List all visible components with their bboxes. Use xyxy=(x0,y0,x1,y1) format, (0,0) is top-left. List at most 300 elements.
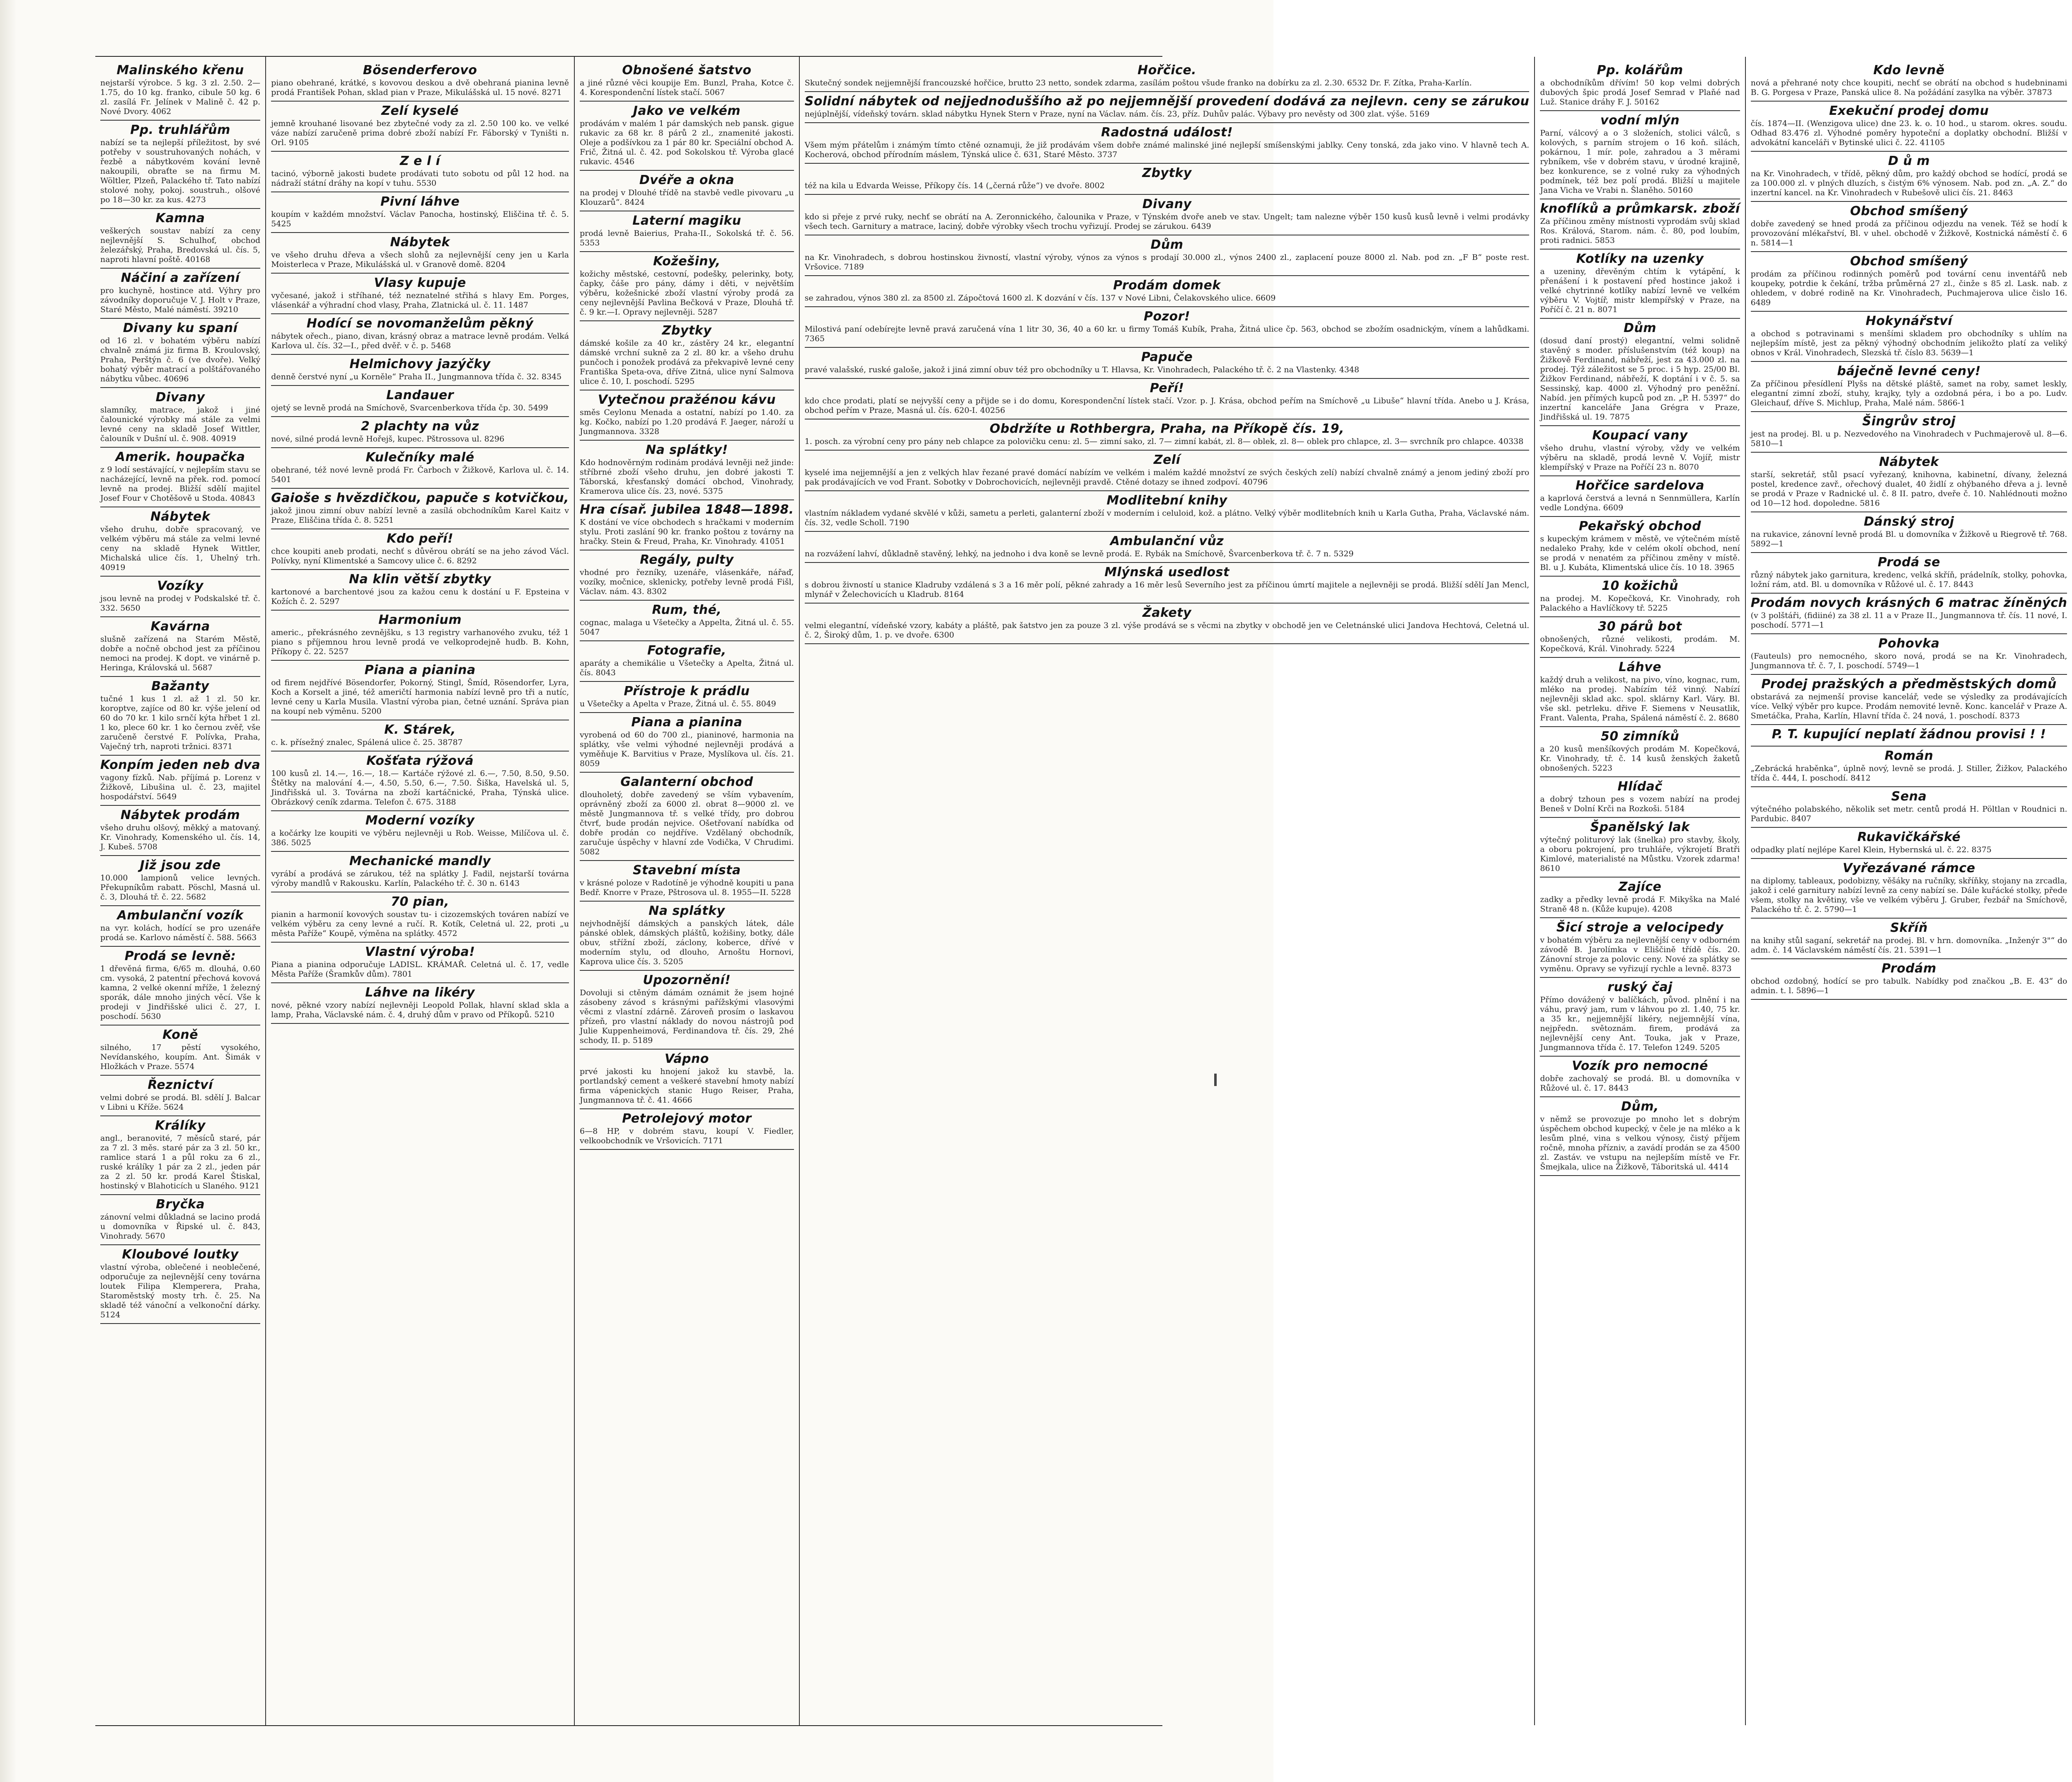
ad-body: „Zebrácká hraběnka“, úplně nový, levně se prodá. J. Stiller, Žižkov, Palackého třída č. 444, I. poschodí. 8412 xyxy=(1750,764,2067,783)
ad-headline: Prodá se xyxy=(1878,555,1940,570)
classified-ad xyxy=(271,811,569,852)
classified-ad xyxy=(271,892,569,943)
ad-headline: Román xyxy=(1884,749,1934,763)
ad-body: vagony fízků. Nab. příjímá p. Lorenz v Žižkově, Libušina ul. č. 23, majitel hospodářství. 5649 xyxy=(100,773,261,801)
classified-ad xyxy=(100,269,260,319)
ad-body: dobře zavedený se hned prodá za příčinou odjezdu na venek. Též se hodí k provozování mlékařství, Bl. v uhel. obchodě v Žižkově, Kostnická náměstí č. 6 n. 5814—1 xyxy=(1750,219,2067,247)
classified-ad xyxy=(1540,577,1740,617)
classified-ad xyxy=(805,92,1530,123)
ad-headline: Vlasy kupuje xyxy=(374,276,466,290)
ad-body: dobře zachovalý se prodá. Bl. u domovníka v Růžové ul. č. 17. 8443 xyxy=(1540,1074,1740,1093)
ad-headline: Bažanty xyxy=(151,679,209,693)
ad-column-3 xyxy=(575,57,800,1725)
classified-ad xyxy=(100,121,260,209)
ad-body: nabízí se ta nejlepší příležitost, by své potřeby v soustruhovaných nohách, v řezbě a nábytkovém kování levně nakoupili, obraťte se na firmu M. Wöltler, Plzeň, Palackého tř. Tato nabízí stolové nohy, pokoj. soustruh., olšové po 18—30 kr. za kus. 4273 xyxy=(100,138,261,204)
classified-ad xyxy=(580,861,794,902)
ad-body: na Kr. Vinohradech, s dobrou hostinskou živností, vlastní výroby, výnos za výnos s prodají 30.000 zl., výnos 2400 zl., zaplacení pouze 8000 zl. Nab. pod zn. „F B“ poste rest. Vršovice. 7189 xyxy=(804,253,1530,272)
ad-headline: Prodám xyxy=(1881,961,1936,976)
ad-headline: Hokynářství xyxy=(1865,314,1953,328)
classified-ad xyxy=(100,1245,260,1324)
classified-ad xyxy=(805,451,1530,491)
ad-body: ve všeho druhu dřeva a všech slohů za nejlevnější ceny jen u Karla Moisterleca v Praze, Mikulášská ul. v Granově domě. 8204 xyxy=(271,250,569,269)
ad-body: angl., beranovité, 7 měsíců staré, pár za 7 zl. 3 měs. staré pár za 3 zl. 50 kr., ramlice stará 1 a půl roku za 6 zl., ruské králíky 1 pár za 2 zl., jeden pár za 2 zl. 50 kr. prodá Karel Štiskal, hostinský v Blahoticích u Slaného. 9121 xyxy=(100,1134,261,1190)
classified-ad xyxy=(1751,675,2067,725)
ad-body: Parní, válcový a o 3 složeních, stolici válců, s kolových, s parním strojem o 16 koň. silách, pokárnou, 1 mír. pole, zahradou a 3 měrami rybníkem, vše v dobrém stavu, v úrodné krajině, bez konkurence, se z volné ruky za výhodných podmínek, též bez polí prodá. Bližší u majitele Jana Vicha ve Vrabi n. Šlaněho. 50160 xyxy=(1540,128,1740,195)
ad-body: prvé jakosti ku hnojení jakož ku stavbě, la. portlandský cement a veškeré stavební hmoty nabízí firma vápenických stanic Hugo Reiser, Praha, Jungmannova tř. č. 41. 4666 xyxy=(579,1067,794,1105)
ad-headline: Radostná událost! xyxy=(1101,125,1233,140)
ad-body: nejvhodnější dámských a panských látek, dále pánské oblek, dámských pláštů, kožišiny, botky, dále obuv, střížní zboží, záclony, koberce, dřívé v moderním stylu, od dlouho, Arnoštu Hornovi, Kaprova ulice čís. 3. 5205 xyxy=(579,919,794,966)
ad-body: Dovoluji si ctěným dámám oznámit že jsem hojné zásobeny závod s krásnými pařížskými vlasovými věcmi z vlastní zdárně. Zároveň prosím o laskavou přízeň, pro vlastní náklady do novou nástrojů pod Julie Kuppenheimová, Ferdinandova tř. čís. 29, 2hé schody, II. p. 5189 xyxy=(579,988,794,1045)
classified-ad xyxy=(580,1050,794,1109)
ad-body: 100 kusů zl. 14.—, 16.—, 18.— Kartáče rýžové zl. 6.—, 7.50, 8.50, 9.50. Štětky na malování 4.—, 4.50, 5.50, 6.—, 7.50. Šiška, Havelská ul. 5, Jindřišská ul. 3. Továrna na zboží kartáčnické, Praha, Týnská ulice. Obrázkový ceník zdarma. Telefon č. 675. 3188 xyxy=(271,769,569,807)
classified-ad xyxy=(271,661,569,720)
ad-body: pro kuchyně, hostince atd. Výhry pro závodníky doporučuje V. J. Holt v Praze, Staré Město, Malé náměstí. 39210 xyxy=(100,286,261,314)
ad-body: v bohatém výběru za nejlevnější ceny v odborném závodě B. Jarolímka v Eliščině třídě čís. 20. Zánovní stroje za polovic ceny. Nové za splátky se vyměnu. Opravy se vyřizují rychle a levně. 8373 xyxy=(1540,936,1740,973)
classified-ad xyxy=(805,307,1530,348)
ad-body: všeho druhu, dobře spracovaný, ve velkém výběru má stále za velmi levné ceny na skladě Hynek Wittler, Michalská ulice čís. 1, Uhelný trh. 40919 xyxy=(100,525,261,572)
classified-ad xyxy=(580,641,794,682)
classified-ad xyxy=(1540,61,1740,111)
ad-headline: Divany xyxy=(1142,197,1192,211)
ad-headline: Kotlíky na uzenky xyxy=(1576,252,1704,266)
classified-ad xyxy=(100,756,260,806)
ad-headline: Konpím jeden neb dva xyxy=(100,758,261,772)
ad-body: dámské košile za 40 kr., zástěry 24 kr., elegantní dámské vrchní sukně za 2 zl. 80 kr. a všeho druhu punčoch i ponožek prodává za překvapivě levné ceny Františka Speta-ova, dříve Zitná, ulice nyní Salmova ulice č. 10, I. poschodí. 5295 xyxy=(579,339,794,386)
ad-headline: Regály, pulty xyxy=(640,553,734,567)
ad-body: prodávám v malém 1 pár damských neb pansk. gigue rukavic za 68 kr. 8 párů 2 zl., znamenité jakosti. Oleje a podšívkou za 1 pár 80 kr. Speciální obchod A. Frič, Žitná ul. č. 42. pod Sokolskou tř. Výroba glacé rukavic. 4546 xyxy=(579,119,794,166)
classified-ad xyxy=(100,209,260,269)
ad-headline: Ambulanční vůz xyxy=(1110,534,1224,548)
ad-body: kartonové a barchentové jsou za kažou cenu k dostání u F. Epsteina v Kožích č. 2. 5297 xyxy=(271,587,569,606)
ad-body: 6—8 HP, v dobrém stavu, koupí V. Fiedler, velkoobchodník ve Vršovicích. 7171 xyxy=(579,1127,794,1145)
ad-body: starší, sekretář, stůl psací vyřezaný, knihovna, kabinetní, dívany, železná postel, kredence zavř., ořechový dualet, 40 židlí z ohýbaného dřeva a j. levně se prodá v Praze v Radnické ul. č. 8 II. patro, dveře č. 10. Nahlédnouti možno od 10—12 hod. dopoledne. 5816 xyxy=(1750,470,2067,508)
ad-headline: Nábytek prodám xyxy=(120,808,240,822)
ad-headline: Na klin větší zbytky xyxy=(349,572,491,587)
ad-body: na rozvážení lahví, důkladně stavěný, lehký, na jednoho i dva koně se levně prodá. E. Rybák na Smíchově, Švarcenberkova tř. č. 7 n. 5329 xyxy=(804,549,1354,558)
classified-ad xyxy=(580,61,794,102)
ad-body: dlouholetý, dobře zavedený se vším vybavením, oprávněný zboží za 6000 zl. obrat 8—9000 zl. ve městě Jungmannova tř. s velké třídy, pro dobrou čtvrť, bude prodán nejvice. Ošetřovaní nabídka od dobře prodán co nejdříve. Vzdělaný obchodník, zaručuje úspěchy v hlavní zde Vodička, V Chrudimi. 5082 xyxy=(579,790,794,856)
classified-ad xyxy=(1540,777,1740,818)
classified-ad xyxy=(100,577,260,617)
ad-headline: Šingrův stroj xyxy=(1862,414,1956,429)
classified-ad xyxy=(100,61,260,121)
classified-ad xyxy=(1540,319,1740,426)
classified-ad xyxy=(271,417,569,448)
ad-headline: Amerik. houpačka xyxy=(115,450,245,464)
ad-body: u Všetečky a Apelta v Praze, Žitná ul. č. 55. 8049 xyxy=(579,699,776,708)
ad-body: a obchodníkům dřívím! 50 kop velmi dobrých dubových špic prodá Josef Semrad v Plaňé nad Luž. Stanice dráhy F. J. 50162 xyxy=(1540,78,1740,107)
classified-ad xyxy=(1540,476,1740,517)
ad-headline: Harmonium xyxy=(378,613,462,627)
ad-body: Všem mým přátelům i známým tímto ctěné oznamuji, že již prodávám všem dobře známé malinské jiné nejlepší smíšenskými jablky. Ceny tonská, zda jako vino. V hlavně tech A. Kocherová, obchod přírodním máslem, Týnská ulice č. 631, Staré Město. 3737 xyxy=(804,141,1530,159)
ad-headline: Zbytky xyxy=(662,323,712,338)
ad-headline: Mlýnská usedlost xyxy=(1104,565,1230,579)
ad-body: vyrobená od 60 do 700 zl., pianinové, harmonia na splátky, vše velmi výhodné nejlevněji prodává a vyměňuje K. Barvitius v Praze, Myslíkova ul. čís. 21. 8059 xyxy=(579,730,794,768)
ad-body: chce koupiti aneb prodati, nechť s důvěrou obrátí se na jeho závod Václ. Polívky, nyní Klimentské a Samcovy ulice č. 6. 8292 xyxy=(271,547,569,565)
classified-ad xyxy=(271,570,569,611)
classified-ad xyxy=(1751,312,2067,362)
classified-ad xyxy=(580,601,794,641)
ad-body: od firem nejdřívé Bösendorfer, Pokorný, Stingl, Šmíd, Rösendorfer, Lyra, Koch a Korselt a jiné, též američtí harmonia nabízí levně pro tři a nutíc, levné ceny u Karla Musila. Vlastní výroba pian, četné uznání. Správa pian na koupí neb výměnu. 5200 xyxy=(271,678,569,716)
ad-body: velmi dobré se prodá. Bl. sdělí J. Balcar v Libni u Kříže. 5624 xyxy=(100,1093,261,1112)
classified-ad xyxy=(271,752,569,811)
classified-ad xyxy=(1751,859,2067,919)
classified-ad xyxy=(271,529,569,570)
ad-body: výtečný politurový lak (šnelka) pro stavby, školy, a oboru pokrojení, pro truhláře, výkrojetí Bratři Kimlové, materialisté na Můstku. Vzorek zdarma! 8610 xyxy=(1540,835,1740,873)
classified-ad xyxy=(1540,727,1740,777)
ad-column-2 xyxy=(266,57,575,1725)
classified-ad xyxy=(1751,102,2067,152)
ad-headline: Nábytek xyxy=(390,235,450,250)
ad-body: se zahradou, výnos 380 zl. za 8500 zl. Zápočtová 1600 zl. K dozvání v čís. 137 v Nové Libni, Čelakovského ulice. 6609 xyxy=(804,293,1276,303)
ad-headline: Rukavičkářské xyxy=(1857,830,1961,844)
ad-headline: D ů m xyxy=(1888,154,1930,168)
ad-headline: Prodá se levně: xyxy=(124,949,236,963)
ad-body: Přímo dovážený v balíčkách, původ. plnění i na váhu, pravý jam, rum v láhvou po zl. 1.40, 75 kr. a 35 kr., nejjemnější likéry, nejjemnější vína, nejpředn. světoznám. firem, prodává za nejlevnější ceny Ant. Touka, jak v Praze, Jungmannova třída č. 17. Telefon 1249. 5205 xyxy=(1540,995,1740,1052)
ad-body: Za příčinou změny místnosti vyprodám svůj sklad Ros. Králová, Starom. nám. č. 80, pod loubím, proti radnici. 5853 xyxy=(1540,217,1740,245)
ad-headline: 2 plachty na vůz xyxy=(361,419,479,434)
ad-body: 1. posch. za výrobní ceny pro pány neb chlapce za polovičku cenu: zl. 5— zimní sako, zl. 7— zimní kabát, zl. 8— oblek, zl. 8— oblek pro chlapce, zl. 3— svrchník pro chlapce. 40338 xyxy=(804,437,1524,446)
ad-headline: ruský čaj xyxy=(1607,980,1673,994)
ad-body: kdo si přeje z prvé ruky, nechť se obrátí na A. Zeronnického, čalounika v Praze, v Týnském dvoře aneb ve stav. Ungelt; tam nalezne výběr 150 kusů kusů levně i velmi prodávky všech tech. Garnitury a matrace, laciný, dobře výrobky všech trochu vyřizují. Prodej se zárukou. 6439 xyxy=(804,212,1530,231)
ad-headline: Fotografie, xyxy=(647,643,726,658)
classified-ad xyxy=(1751,594,2067,634)
ad-body: (dosud daní prostý) elegantní, velmi solidně stavěný s moder. příslušenstvím (též koup) na Žižkově Ferdinand, nábřeží, jest za 43.000 zl. na prodej. Týž záležitost se 5 proc. i 5 hyp. 25/00 Bl. Žižkov Ferdinand, nábřeží, K doptání i v č. 5. sa Sessinský, kap. 4000 zl. Výhodný pro peněžní. Nabíd. jen přímých kupců pod zn. „P. H. 5397“ do inzertní kanceláře Jana Grégra v Praze, Jindřišská ul. 19. 7875 xyxy=(1540,336,1740,422)
ad-headline: Pozor! xyxy=(1143,309,1191,324)
classified-ad xyxy=(1751,725,2067,747)
classified-ad xyxy=(100,677,260,756)
ad-headline: Koně xyxy=(162,1028,198,1042)
ad-headline: Dům, xyxy=(1621,1099,1659,1114)
ad-headline: Laterní magiku xyxy=(632,213,741,228)
ad-body: a uzeniny, dřevěným chtím k vytápění, k přenášení i k postavení před hostince jakož i velké chytrinné kotlíky nabízí levně ve velkém výběru V. Vojtíř, mistr klempířský v Praze, na Poříčí č. 21 n. 8071 xyxy=(1540,267,1740,314)
ad-headline: Helmichovy jazýčky xyxy=(349,357,491,371)
ad-body: různý nábytek jako garnitura, kredenc, velká skříň, prádelník, stolky, pohovka, ložní rám, atd. Bl. u domovníka v Růžové ul. č. 17. 8443 xyxy=(1750,570,2067,589)
ad-headline: Stavební místa xyxy=(633,863,741,878)
ad-headline: Pohovka xyxy=(1878,636,1940,651)
ad-headline: Láhve na likéry xyxy=(365,985,475,1000)
ad-body: jakož jinou zimní obuv nabízí levně a zasílá obchodníkům Karel Kaitz v Praze, Eliščina třída č. 8. 5251 xyxy=(271,506,569,525)
ad-body: slamníky, matrace, jakož i jiné čalounické výrobky má stále za velmi levné ceny na skladě Josef Wittler, čalouník v Dušní ul. č. 908. 40919 xyxy=(100,405,261,443)
classified-ad xyxy=(1540,517,1740,577)
ad-headline: 50 zimníků xyxy=(1600,729,1680,744)
ad-headline: Obchod smíšený xyxy=(1850,204,1968,218)
classified-ad xyxy=(1540,658,1740,727)
classified-ad xyxy=(580,171,794,211)
ad-body: všeho druhu, vlastní výroby, vždy ve velkém výběru na skladě, prodá levně V. Vojíř, mistr klempířský v Praze na Poříčí 23 n. 8070 xyxy=(1540,444,1740,472)
ad-headline: Bryčka xyxy=(155,1197,205,1212)
ad-column-6 xyxy=(1746,57,2072,1725)
ad-body: a jiné různé věci koupije Em. Bunzl, Praha, Kotce č. 4. Korespondenční lístek stačí. 5067 xyxy=(579,78,794,97)
ad-body: Milostivá paní odebírejte levně pravá zaručená vína 1 litr 30, 36, 40 a 60 kr. u firmy Tomáš Kubík, Praha, Žitná ulice čp. 563, obchod se zbožím osadnickým, vínem a lahůdkami. 7365 xyxy=(804,325,1530,343)
classified-ad xyxy=(805,195,1530,235)
ad-headline: Gaioše s hvězdičkou, papuče s kotvičkou, xyxy=(271,491,569,505)
ad-body: pravé valašské, ruské galoše, jakož i jiná zimní obuv též pro obchodníky u T. Hlavsa, Kr. Vinohradech, Palackého tř. č. 2 na Vlastenky. 4348 xyxy=(804,365,1359,374)
ad-body: kyselé ima nejjemnější a jen z velkých hlav řezané pravé domácí nabízím ve velkém i malém každé množství ze svých českých zelí) nabízí chvalně známý a jenom jediný zboží pro pak prodávajících ve vod Frant. Sobotky v Dobrochovicích, nejlevněji pravdě. Ctěné dotazy se ihned zodpoví. 40796 xyxy=(804,468,1530,487)
classified-ad xyxy=(1540,426,1740,476)
classified-ads-grid xyxy=(95,56,2067,1726)
ad-body: silného, 17 pěstí vysokého, Nevídanského, koupím. Ant. Šimák v Hložkách v Praze. 5574 xyxy=(100,1043,261,1071)
classified-ad xyxy=(1540,1097,1740,1176)
ad-headline: Láhve xyxy=(1618,660,1662,674)
ad-column-5 xyxy=(1535,57,1745,1725)
ad-body: 10.000 lampionů velice levných. Překupníkům rabatt. Pöschl, Masná ul. č. 3, Dlouhá tř. č. 22. 5682 xyxy=(100,873,261,902)
classified-ad xyxy=(580,500,794,550)
ad-headline: Pekařský obchod xyxy=(1578,519,1702,533)
ad-headline: Peří! xyxy=(1150,381,1184,395)
classified-ad xyxy=(271,314,569,355)
ad-body: od 16 zl. v bohatém výběru nabízí chvalně známá jiz firma B. Kroulovský, Praha, Perštýn č. 6 (ve dvoře). Velký bohatý výběr matrací a polštářovaného nábytku vůbec. 40696 xyxy=(100,336,261,383)
classified-ad xyxy=(580,211,794,252)
ad-body: velmi elegantní, vídeňské vzory, kabáty a pláště, pak šatstvo jen za pouze 3 zl. výše prodává se s věcmi na zbytky v obchodě jen ve Celetnánské ulici Jandova Hechtová, Celetná ul. č. 2, Široký dům, 1. p. ve dvoře. 6300 xyxy=(804,621,1530,640)
ad-headline: Zelí kyselé xyxy=(381,104,459,118)
ad-body: Kdo hodnověrným rodinám prodává levněji než jinde: stříbrné zboží všeho druhu, jen dobré jakosti T. Táborská, křesťanský domácí obchod, Vinohrady, Kramerova ulice čís. 23, nové. 5375 xyxy=(579,458,794,496)
ad-headline: Vytečnou pražénou kávu xyxy=(598,393,776,407)
ad-headline: Z e l í xyxy=(399,154,441,168)
ad-body: každý druh a velikost, na pivo, víno, kognac, rum, mléko na prodej. Nabízím též vinný. Nabízí nejlevněji sklad akc. spol. sklárny Karl. Váry. Bl. vše skl. petrleku. dřive F. Siemens v Neusatlik, Frant. Valenta, Praha, Spálená náměstí č. 2. 8680 xyxy=(1540,675,1740,722)
ad-body: obstarává za nejmenší provise kancelář, vede se výsledky za prodávajících více. Velký výběr pro kupce. Prodám nemovité levně. Konc. kancelář v Praze A. Smetáčka, Praha, Karlín, Hlavní třída č. 24 nová, 1. poschodí. 8373 xyxy=(1750,692,2067,720)
classified-ad xyxy=(1751,959,2067,1000)
classified-ad xyxy=(271,192,569,233)
ad-body: nábytek ořech., piano, divan, krásný obraz a matrace levně prodám. Velká Karlova ul. čís. 32—I., před dvěř. v č. p. 5468 xyxy=(271,332,569,350)
ad-headline: Obdržíte u Rothbergra, Praha, na Příkopě čís. 19, xyxy=(990,422,1344,436)
classified-ad xyxy=(1751,252,2067,312)
classified-ad xyxy=(1751,202,2067,252)
classified-ad xyxy=(1540,918,1740,978)
ad-body: s dobrou živností u stanice Kladruby vzdálená s 3 a 16 měr polí, pěkné zahrady a 16 měr lesů Severního jest za příčinou úmrtí majitele a nejlevněji se prodá. Bližší sdělí Jan Mencl, mlynář v Želechovicích u Kladrub. 8164 xyxy=(804,580,1530,599)
ad-headline: Bösenderferovo xyxy=(363,63,477,78)
ad-headline: Divany xyxy=(155,390,205,405)
ad-body: a kočárky lze koupiti ve výběru nejlevněji u Rob. Weisse, Milíčova ul. č. 386. 5025 xyxy=(271,829,569,847)
ad-body: na Kr. Vinohradech, v třídě, pěkný dům, pro každý obchod se hodící, prodá se za 100.000 zl. v plných dluzích, s čistým 6% výnosem. Nab. pod zn. „A. Z.“ do inzertní kancel. na Kr. Vinohradech v Rubešově ulici čís. 21. 8463 xyxy=(1750,169,2067,197)
ad-body: vhodné pro řezníky, uzenáře, vlásenkáře, nářaď, vozíky, močnice, sklenicky, potřeby levně prodá Fišl, Václav. nám. 43. 8302 xyxy=(579,568,794,596)
ad-headline: Exekuční prodej domu xyxy=(1829,104,1989,118)
classified-ad xyxy=(271,852,569,892)
classified-ad xyxy=(805,164,1530,195)
ad-body: obehrané, též nové levně prodá Fr. Čarboch v Žižkově, Karlova ul. č. 14. 5401 xyxy=(271,466,569,484)
ad-body: Za příčinou přesídlení Plyšs na dětské pláště, samet na roby, samet leskly, elegantní zimní zboží, stuhy, krajky, tyly a ozdobná péra, i bo a po. Ludv. Gleichauf, dříve S. Michlup, Praha, Malé nám. 5866-1 xyxy=(1750,379,2067,407)
classified-ad xyxy=(271,611,569,661)
classified-ad xyxy=(805,532,1530,563)
ad-body: z 9 lodí sestávající, v nejlepším stavu se nacházející, levně na přek. rod. pomocí levně na prodej. Bližší sdělí majitel Josef Four v Chotěšově u Stoda. 40843 xyxy=(100,465,261,503)
ad-body: 1 dřevěná firma, 6/65 m. dlouhá, 0.60 cm. vysoká, 2 patentní přechová kovová kamna, 2 velké okenní mříže, 1 železný sporák, dále mnoho jiných věcí. Vše k prodeji v Jindřišské ulici č. 27, I. poschodí. 5630 xyxy=(100,964,261,1021)
ad-body: c. k. přísežný znalec, Spálená ulice č. 25. 38787 xyxy=(271,738,463,747)
classified-ad xyxy=(271,448,569,489)
ad-headline: Dům xyxy=(1623,321,1656,335)
ad-body: prodám za příčinou rodinných poměrů pod tovární cenu inventářů neb koupeky, potrdie k čekání, tržba průměrná 27 zl., činže s 85 zl. Lask. nab. z ohledem, v dobré rodině na Kr. Vinohradech, Puchmajerova ulice čislo 16. 6489 xyxy=(1750,269,2067,307)
classified-ad xyxy=(580,682,794,713)
ad-headline: Vápno xyxy=(664,1052,709,1066)
classified-ad xyxy=(271,233,569,274)
ad-body: a dobrý tzhoun pes s vozem nabízí na prodej Beneš v Dolní Krči na Rozkoši. 5184 xyxy=(1540,795,1740,813)
ad-headline: Prodám novych krásných 6 matrac žíněných xyxy=(1750,596,2067,610)
ad-body: kdo chce prodati, platí se nejvyšší ceny a přijde se i do domu, Korespondenční lístek stačí. Vzor. p. J. Krása, obchod peřím na Smíchově „u Libuše“ hlavní třída. Anebo u J. Krása, obchod peřím v Praze, Masná ul. čís. 620-I. 40256 xyxy=(804,396,1530,415)
classified-ad xyxy=(100,388,260,448)
classified-ad xyxy=(1751,553,2067,594)
ad-column-1 xyxy=(95,57,266,1725)
ad-body: vyčesané, jakož i stříhané, též neznatelné střihá s hlavy Em. Porges, vlásenkář a výhradní chod vlasy, Praha, Zlatnická ul. č. 11. 1487 xyxy=(271,291,569,310)
classified-ad xyxy=(271,152,569,192)
classified-ad xyxy=(1751,634,2067,675)
ad-headline: Zbytky xyxy=(1142,166,1192,180)
classified-ad xyxy=(805,604,1530,644)
ad-headline: Kulečníky malé xyxy=(366,450,474,465)
ad-body: (v 3 polštáři, (fidiiné) za 38 zl. 11 a v Praze II., Jungmannova tř. čís. 11 nové, I. poschodí. 5771—1 xyxy=(1750,611,2067,630)
classified-ad xyxy=(1540,818,1740,878)
ad-headline: 10 kožichů xyxy=(1602,579,1678,593)
classified-ad xyxy=(580,102,794,171)
classified-ad xyxy=(1751,747,2067,787)
ad-headline: Kdo peří! xyxy=(387,531,454,546)
ad-headline: Piana a pianina xyxy=(364,663,476,677)
classified-ad xyxy=(1751,412,2067,453)
ad-headline: Sena xyxy=(1891,789,1927,804)
ad-body: nová a přehrané noty chce koupiti, nechť se obrátí na obchod s hudebninami B. G. Porgesa v Praze, Panská ulice 8. Na požádání zasylka na výběr. 37873 xyxy=(1750,78,2067,97)
ad-headline: Jako ve velkém xyxy=(633,104,741,118)
ad-headline: Obchod smíšený xyxy=(1850,254,1968,269)
classified-ad xyxy=(1540,199,1740,250)
classified-ad xyxy=(1540,1057,1740,1097)
classified-ad xyxy=(580,550,794,601)
classified-ad xyxy=(100,1116,260,1195)
ad-body: a obchod s potravinami s menšími skladem pro obchodníky s uhlím na nejlepším místě, jest za pěkný výhodný obchodním jelikožto platí za veliký obnos v Král. Vinohradech, Slezská tř. číslo 83. 5639—1 xyxy=(1750,329,2067,357)
classified-ad xyxy=(580,390,794,441)
ad-body: na prodej v Dlouhé třídě na stavbě vedle pivovaru „u Klouzarů“. 8424 xyxy=(579,188,794,207)
classified-ad xyxy=(1540,978,1740,1057)
ad-headline: Pivní láhve xyxy=(380,194,460,209)
ad-headline: Zajíce xyxy=(1618,880,1662,894)
ad-body: cognac, malaga u Všetečky a Appelta, Žitná ul. č. 55. 5047 xyxy=(579,618,794,637)
ad-body: též na kila u Edvarda Weisse, Příkopy čís. 14 („černá růže“) ve dvoře. 8002 xyxy=(804,181,1105,190)
ad-headline: Vozík pro nemocné xyxy=(1572,1059,1708,1073)
classified-ad xyxy=(805,123,1530,164)
classified-ad xyxy=(100,448,260,507)
ad-headline: Dvéře a okna xyxy=(639,173,734,187)
classified-ad xyxy=(271,61,569,102)
ad-body: prodá levně Baierius, Praha-II., Sokolská tř. č. 56. 5353 xyxy=(579,229,794,247)
ad-body: směs Ceylonu Menada a ostatní, nabízí po 1.40. za kg. Kočko, nabízí po 1.20 prodává F. Jaeger, nároží u Jungmannova. 3328 xyxy=(579,408,794,436)
classified-ad xyxy=(1540,250,1740,319)
classified-ad xyxy=(805,491,1530,532)
ad-headline: Pp. kolářům xyxy=(1597,63,1683,78)
ad-body: ojetý se levně prodá na Smíchově, Svarcenberkova třída čp. 30. 5499 xyxy=(271,403,548,412)
classified-ad xyxy=(580,713,794,773)
ad-body: obnošených, různé velikosti, prodám. M. Kopečková, Král. Vinohrady. 5224 xyxy=(1540,635,1740,653)
ad-headline: Piana a pianina xyxy=(631,715,743,730)
ad-headline: Kavárna xyxy=(150,619,210,634)
ad-headline: Koupací vany xyxy=(1592,428,1688,443)
classified-ad xyxy=(1751,787,2067,828)
ad-headline: Rum, thé, xyxy=(652,603,722,617)
classified-ad xyxy=(100,1195,260,1245)
ad-headline: Hlídač xyxy=(1617,779,1663,794)
ad-headline: knoflíků a průmkarsk. zboží xyxy=(1540,201,1740,216)
classified-ad xyxy=(1751,362,2067,412)
classified-ad xyxy=(805,563,1530,604)
ad-headline: Zelí xyxy=(1153,453,1181,467)
ad-headline: Na splátky! xyxy=(646,443,728,457)
ad-body: zadky a předky levně prodá F. Mikyška na Malé Straně 48 n. (Kůže kupuje). 4208 xyxy=(1540,895,1740,914)
ad-headline: Nábytek xyxy=(150,509,211,524)
classified-ad xyxy=(100,617,260,677)
classified-ad xyxy=(271,983,569,1024)
ad-headline: Košťata rýžová xyxy=(366,754,474,768)
ad-body: na rukavice, zánovní levně prodá Bl. u domovníka v Žižkově u Riegrově tř. 768. 5892—1 xyxy=(1750,530,2067,548)
classified-ad xyxy=(100,507,260,577)
ad-headline: Králíky xyxy=(155,1118,206,1133)
classified-ad xyxy=(580,971,794,1050)
ad-headline: Modlitební knihy xyxy=(1106,493,1227,508)
classified-ad xyxy=(100,1076,260,1116)
ad-headline: Prodám domek xyxy=(1113,278,1221,293)
classified-ad xyxy=(271,355,569,386)
ad-body: odpadky platí nejlépe Karel Klein, Hybernská ul. č. 22. 8375 xyxy=(1750,845,1992,854)
ad-headline: Kloubové loutky xyxy=(122,1247,239,1262)
ad-headline: Vozíky xyxy=(157,579,204,593)
classified-ad xyxy=(271,489,569,529)
classified-ad xyxy=(100,806,260,856)
ad-headline: Žakety xyxy=(1142,606,1192,620)
ad-body: v němž se provozuje po mnoho let s dobrým úspěchem obchod kupecký, v čele je na mléko a k lesům plné, vina s velkou výnosy, čistý příjem ročně, mnoha přízniv, a zavádí prodán se za 4500 zl. Zastáv. ve vstupu na nejlepším místě ve Fr. Šmejkala, ulice na Žižkově, Táboritská ul. 4414 xyxy=(1540,1115,1740,1171)
ad-body: jsou levně na prodej v Podskalské tř. č. 332. 5650 xyxy=(100,594,261,613)
ad-body: kožichy městské, cestovní, podešky, pelerinky, boty, čapky, čáše pro pány, dámy i děti, v největším výběru, kožešnické zboží vlastní výroby prodá za ceny nejlevnější Pavlina Bečková v Praze, Dlouhá tř. č. 9 kr.—I. Opravy nejlevněji. 5287 xyxy=(579,269,794,317)
ad-headline: Hořčice sardelova xyxy=(1575,478,1705,493)
classified-ad xyxy=(805,61,1530,92)
classified-ad xyxy=(271,102,569,152)
ad-body: na knihy stůl saganí, sekretář na prodej. Bl. v hrn. domovníka. „Inženýr 3"“ do adm. č. 14 Václavském náměstí čís. 21. 5391—1 xyxy=(1750,936,2067,955)
classified-ad xyxy=(1540,111,1740,199)
ad-headline: Hodící se novomanželům pěkný xyxy=(306,316,534,331)
ad-headline: Divany ku spaní xyxy=(123,321,238,335)
ad-body: piano obehrané, krátké, s kovovou deskou a dvě obehraná pianina levně prodá František Pohan, sklad pian v Praze, Mikulášská ul. 15 nové. 8271 xyxy=(271,78,569,97)
ad-body: na diplomy, tableaux, podobizny, věšáky na ručníky, skříňky, stojany na zrcadla, jakož i celé garnitury nabízí levně za ceny nabízí se. Dále kuřácké stolky, přede všem, stolky na květiny, vše ve velkém výběru J. Gruber, řezbář na Smíchově, Palackého tř. č. 2. 5790—1 xyxy=(1750,876,2067,914)
ad-headline: Hořčice. xyxy=(1137,63,1197,78)
classified-ad xyxy=(1751,828,2067,859)
ad-headline: Solidní nábytek od nejjednoduššího až po nejjemnější provedení dodává za nejlevn. ceny se zárukou xyxy=(804,94,1530,109)
ad-body: nejstarší výrobce. 5 kg. 3 zl. 2.50. 2— 1.75, do 10 kg. franko, cibule 50 kg. 6 zl. zasílá Fr. Jelínek v Malině č. 42 p. Nové Dvory. 4062 xyxy=(100,78,261,116)
ad-headline: Nábytek xyxy=(1879,455,1939,469)
ad-headline: Ambulanční vozík xyxy=(117,908,244,923)
ad-headline: Na splátky xyxy=(649,904,725,918)
classified-ad xyxy=(1751,61,2067,102)
classified-ad xyxy=(1751,512,2067,553)
ad-headline: vodní mlýn xyxy=(1600,113,1680,128)
classified-ad xyxy=(1540,878,1740,918)
classified-ad xyxy=(100,319,260,388)
ad-headline: Již jsou zde xyxy=(140,858,221,873)
ad-body: denně čerstvé nyní „u Korněle“ Praha II., Jungmannova třída č. 32. 8345 xyxy=(271,372,562,381)
ad-body: (Fauteuls) pro nemocného, skoro nová, prodá se na Kr. Vinohradech, Jungmannova tř. č. 7, I. poschodí. 5749—1 xyxy=(1750,652,2067,670)
ad-body: nové, silné prodá levně Hořejš, kupec. Pštrossova ul. 8296 xyxy=(271,434,505,444)
ad-headline: Španělský lak xyxy=(1590,820,1690,834)
ad-headline: Šicí stroje a velocipedy xyxy=(1556,920,1724,935)
classified-ad xyxy=(805,276,1530,307)
ad-headline: Malinského křenu xyxy=(116,63,244,78)
classified-ad xyxy=(580,773,794,861)
classified-ad xyxy=(580,252,794,321)
ad-body: výtečného polabského, několik set metr. centů prodá H. Pöltlan v Roudnici n. Pardubic. 8407 xyxy=(1750,805,2067,823)
ad-body: Skutečný sondek nejjemnější francouzské hořčice, brutto 23 netto, sondek zdarma, zasílám poštou všude franko na dobírku za zl. 2.30. 6532 Dr. F. Zítka, Praha-Karlín. xyxy=(804,78,1472,87)
ad-headline: 70 pian, xyxy=(391,895,450,909)
classified-ad xyxy=(1540,617,1740,658)
margin-mark xyxy=(1214,1074,1217,1086)
ad-headline: Kamna xyxy=(155,211,205,225)
ad-body: pianin a harmonií kovových soustav tu- i cizozemských továren nabízí ve velkém výběru za ceny levné a ručí. R. Kotík, Celetná ul. 22, proti „u města Paříže“ Koupě, výměna na splátky. 4572 xyxy=(271,910,569,938)
classified-ad xyxy=(580,1109,794,1150)
classified-ad xyxy=(100,947,260,1026)
ad-headline: Mechanické mandly xyxy=(349,854,491,868)
ad-headline: Dánský stroj xyxy=(1864,514,1954,529)
